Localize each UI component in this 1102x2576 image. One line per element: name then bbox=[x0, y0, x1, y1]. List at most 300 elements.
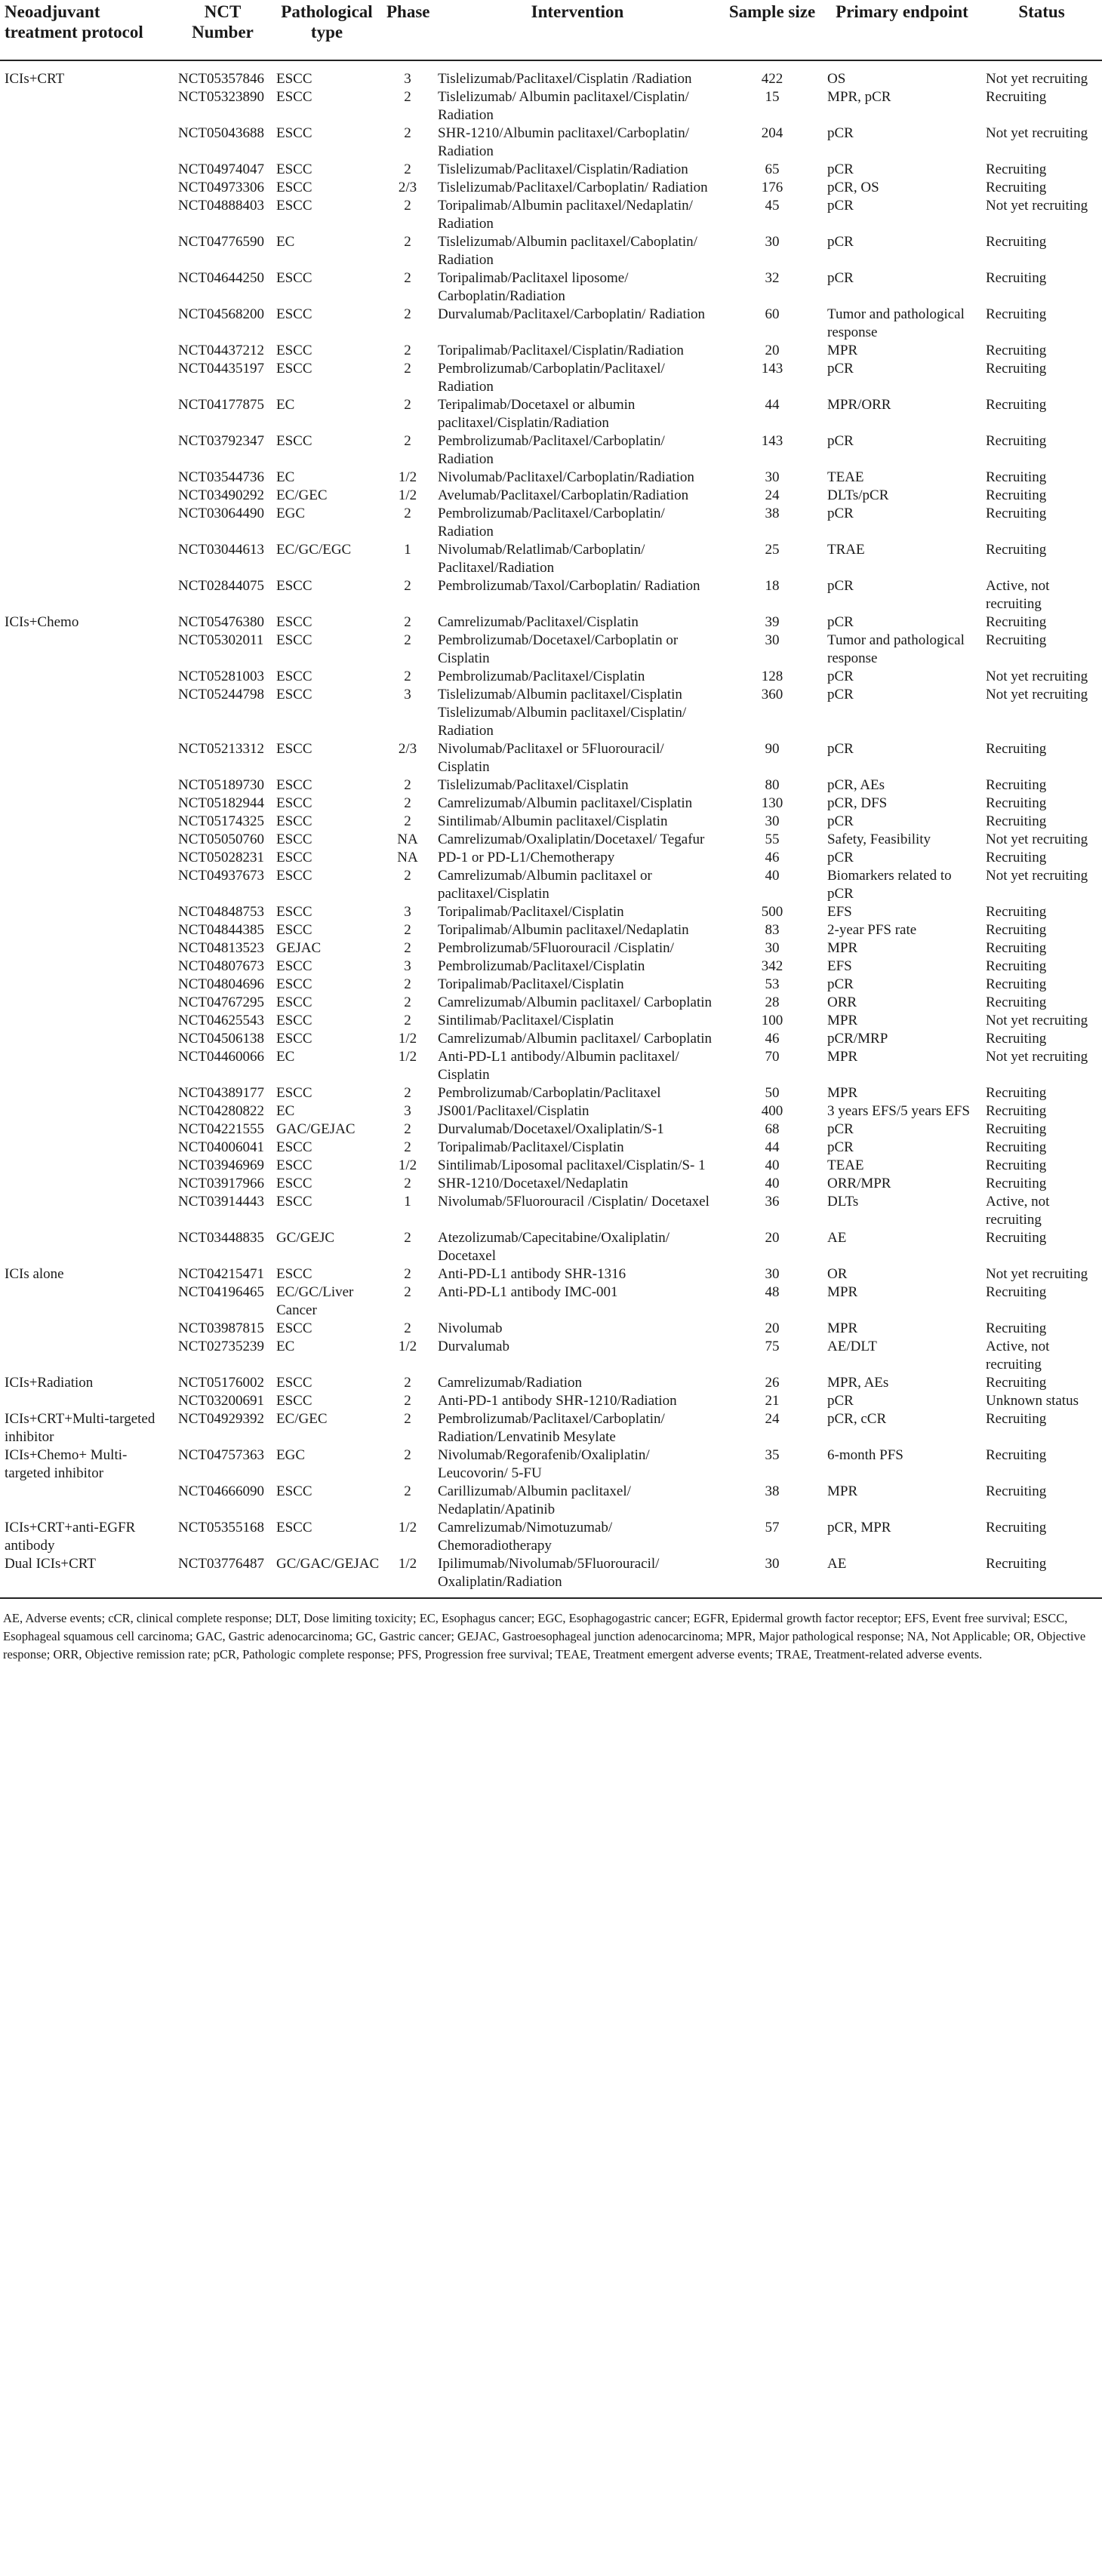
phase-cell: 2 bbox=[404, 922, 411, 938]
intervention-cell: Toripalimab/Albumin paclitaxel/Nedaplatin bbox=[438, 922, 689, 938]
intervention-cell: Camrelizumab/Radiation bbox=[438, 1375, 583, 1391]
intervention-cell: Pembrolizumab/Carboplatin/Paclitaxel/ Radiation bbox=[438, 361, 665, 395]
type-cell: ESCC bbox=[276, 868, 312, 884]
protocol-cell bbox=[0, 1048, 174, 1084]
header-endpoint: Primary endpoint bbox=[823, 0, 981, 60]
type-cell: ESCC bbox=[276, 904, 312, 920]
status-cell: Recruiting bbox=[986, 306, 1047, 322]
intervention-cell: Tislelizumab/Albumin paclitaxel/Cisplatin Tislelizumab/Albumin paclitaxel/Cisplatin/ Radiation bbox=[438, 687, 687, 739]
table-row bbox=[0, 306, 1102, 342]
header-size: Sample size bbox=[722, 0, 823, 60]
protocol-cell: ICIs+Chemo+ Multi-targeted inhibitor bbox=[5, 1447, 128, 1481]
table-row bbox=[0, 1120, 1102, 1139]
endpoint-cell: pCR bbox=[827, 161, 854, 177]
intervention-cell: Nivolumab/5Fluorouracil /Cisplatin/ Docetaxel bbox=[438, 1194, 710, 1210]
protocol-cell bbox=[0, 1320, 174, 1338]
size-cell: 65 bbox=[765, 161, 780, 177]
table-row bbox=[0, 1084, 1102, 1102]
phase-cell: 2 bbox=[404, 940, 411, 956]
type-cell: EC bbox=[276, 469, 295, 485]
protocol-cell bbox=[0, 360, 174, 396]
phase-cell: 2 bbox=[404, 1483, 411, 1499]
table-row bbox=[0, 124, 1102, 161]
table-row bbox=[0, 1157, 1102, 1175]
size-cell: 18 bbox=[765, 578, 780, 594]
nct-cell: NCT04389177 bbox=[178, 1085, 264, 1101]
size-cell: 21 bbox=[765, 1393, 780, 1409]
phase-cell: 2 bbox=[404, 1411, 411, 1427]
protocol-cell bbox=[0, 577, 174, 613]
endpoint-cell: TRAE bbox=[827, 542, 865, 558]
protocol-cell bbox=[0, 958, 174, 976]
phase-cell: 2 bbox=[404, 161, 411, 177]
nct-cell: NCT03792347 bbox=[178, 433, 264, 449]
phase-cell: 2 bbox=[404, 270, 411, 286]
table-row bbox=[0, 432, 1102, 469]
nct-cell: NCT03917966 bbox=[178, 1176, 264, 1191]
type-cell: ESCC bbox=[276, 578, 312, 594]
table-row bbox=[0, 903, 1102, 921]
status-cell: Recruiting bbox=[986, 1483, 1047, 1499]
phase-cell: 2 bbox=[404, 397, 411, 413]
phase-cell: 2 bbox=[404, 669, 411, 684]
size-cell: 48 bbox=[765, 1284, 780, 1300]
status-cell: Recruiting bbox=[986, 614, 1047, 630]
intervention-cell: Anti-PD-L1 antibody/Albumin paclitaxel/ Cisplatin bbox=[438, 1049, 679, 1083]
table-row bbox=[0, 813, 1102, 831]
intervention-cell: Durvalumab/Paclitaxel/Carboplatin/ Radiation bbox=[438, 306, 706, 322]
endpoint-cell: MPR bbox=[827, 1049, 858, 1065]
endpoint-cell: TEAE bbox=[827, 469, 864, 485]
phase-cell: 2 bbox=[404, 234, 411, 250]
endpoint-cell: MPR bbox=[827, 1320, 858, 1336]
phase-cell: 2 bbox=[404, 976, 411, 992]
endpoint-cell: pCR, AEs bbox=[827, 777, 885, 793]
table-row bbox=[0, 88, 1102, 124]
endpoint-cell: pCR bbox=[827, 1393, 854, 1409]
protocol-cell bbox=[0, 776, 174, 795]
type-cell: EGC bbox=[276, 1447, 305, 1463]
intervention-cell: Tislelizumab/Paclitaxel/Carboplatin/ Radiation bbox=[438, 180, 708, 195]
intervention-cell: Carillizumab/Albumin paclitaxel/ Nedaplatin/Apatinib bbox=[438, 1483, 631, 1517]
phase-cell: 2 bbox=[404, 614, 411, 630]
status-cell: Recruiting bbox=[986, 632, 1047, 648]
nct-cell: NCT04215471 bbox=[178, 1266, 264, 1282]
type-cell: EC/GEC bbox=[276, 487, 328, 503]
phase-cell: 2 bbox=[404, 198, 411, 214]
protocol-cell bbox=[0, 161, 174, 179]
phase-cell: 2/3 bbox=[398, 180, 417, 195]
protocol-cell bbox=[0, 740, 174, 776]
status-cell: Not yet recruiting bbox=[986, 125, 1088, 141]
phase-cell: 2 bbox=[404, 1139, 411, 1155]
phase-cell: 2 bbox=[404, 1085, 411, 1101]
phase-cell: 2 bbox=[404, 1375, 411, 1391]
type-cell: ESCC bbox=[276, 777, 312, 793]
size-cell: 83 bbox=[765, 922, 780, 938]
intervention-cell: Pembrolizumab/Paclitaxel/Cisplatin bbox=[438, 669, 645, 684]
status-cell: Active, not recruiting bbox=[986, 578, 1050, 612]
status-cell: Recruiting bbox=[986, 940, 1047, 956]
protocol-cell bbox=[0, 686, 174, 740]
intervention-cell: Nivolumab/Paclitaxel or 5Fluorouracil/ Cisplatin bbox=[438, 741, 664, 775]
protocol-cell bbox=[0, 269, 174, 306]
type-cell: ESCC bbox=[276, 1031, 312, 1047]
protocol-cell bbox=[0, 1157, 174, 1175]
endpoint-cell: OS bbox=[827, 71, 846, 87]
protocol-cell bbox=[0, 976, 174, 994]
phase-cell: 2 bbox=[404, 361, 411, 377]
intervention-cell: Pembrolizumab/Carboplatin/Paclitaxel bbox=[438, 1085, 661, 1101]
type-cell: ESCC bbox=[276, 922, 312, 938]
phase-cell: 1 bbox=[404, 542, 411, 558]
table-row bbox=[0, 396, 1102, 432]
type-cell: ESCC bbox=[276, 1320, 312, 1336]
protocol-cell: ICIs+Radiation bbox=[5, 1375, 94, 1391]
nct-cell: NCT04506138 bbox=[178, 1031, 264, 1047]
type-cell: EC bbox=[276, 1339, 295, 1354]
endpoint-cell: OR bbox=[827, 1266, 848, 1282]
type-cell: ESCC bbox=[276, 1157, 312, 1173]
phase-cell: 2 bbox=[404, 343, 411, 358]
status-cell: Not yet recruiting bbox=[986, 669, 1088, 684]
phase-cell: 1/2 bbox=[398, 1031, 417, 1047]
table-row bbox=[0, 740, 1102, 776]
endpoint-cell: pCR bbox=[827, 614, 854, 630]
status-cell: Recruiting bbox=[986, 922, 1047, 938]
status-cell: Recruiting bbox=[986, 994, 1047, 1010]
table-row bbox=[0, 233, 1102, 269]
endpoint-cell: ORR bbox=[827, 994, 857, 1010]
intervention-cell: Pembrolizumab/Paclitaxel/Cisplatin bbox=[438, 958, 645, 974]
status-cell: Recruiting bbox=[986, 542, 1047, 558]
size-cell: 130 bbox=[761, 795, 783, 811]
protocol-cell bbox=[0, 396, 174, 432]
endpoint-cell: MPR/ORR bbox=[827, 397, 891, 413]
footnote: AE, Adverse events; cCR, clinical complete response; DLT, Dose limiting toxicity; EC, Esophagus cancer; EGC, Esophagogastric cancer; EGFR, Epidermal growth factor receptor; EFS, Event free survival; ESCC, Esophageal squamous cell carcinoma; GAC, Gastric adenocarcinoma; GC, Gastric cancer; GEJAC, Gastroesophageal junction adenocarcinoma; MPR, Major pathological response; NA, Not Applicable; OR, Objective response; ORR, Objective remission rate; pCR, Pathologic complete response; PFS, Progression free survival; TEAE, Treatment emergent adverse events; TRAE, Treatment-related adverse events. bbox=[3, 1611, 1086, 1661]
phase-cell: 2 bbox=[404, 813, 411, 829]
table-row bbox=[0, 1139, 1102, 1157]
protocol-cell bbox=[0, 1120, 174, 1139]
size-cell: 26 bbox=[765, 1375, 780, 1391]
intervention-cell: Camrelizumab/Nimotuzumab/ Chemoradiotherapy bbox=[438, 1520, 613, 1554]
nct-cell: NCT05028231 bbox=[178, 850, 264, 865]
nct-cell: NCT03946969 bbox=[178, 1157, 264, 1173]
table-row bbox=[0, 269, 1102, 306]
size-cell: 38 bbox=[765, 506, 780, 521]
endpoint-cell: pCR bbox=[827, 850, 854, 865]
type-cell: ESCC bbox=[276, 306, 312, 322]
type-cell: EC/GEC bbox=[276, 1411, 328, 1427]
nct-cell: NCT05050760 bbox=[178, 832, 264, 847]
size-cell: 45 bbox=[765, 198, 780, 214]
phase-cell: 2 bbox=[404, 1266, 411, 1282]
nct-cell: NCT04435197 bbox=[178, 361, 264, 377]
intervention-cell: Sintilimab/Albumin paclitaxel/Cisplatin bbox=[438, 813, 668, 829]
protocol-cell bbox=[0, 831, 174, 849]
size-cell: 55 bbox=[765, 832, 780, 847]
endpoint-cell: 2-year PFS rate bbox=[827, 922, 917, 938]
status-cell: Not yet recruiting bbox=[986, 687, 1088, 702]
nct-cell: NCT04280822 bbox=[178, 1103, 264, 1119]
phase-cell: 1/2 bbox=[398, 1520, 417, 1535]
size-cell: 28 bbox=[765, 994, 780, 1010]
size-cell: 53 bbox=[765, 976, 780, 992]
table-row bbox=[0, 505, 1102, 541]
type-cell: ESCC bbox=[276, 1194, 312, 1210]
status-cell: Recruiting bbox=[986, 487, 1047, 503]
type-cell: ESCC bbox=[276, 813, 312, 829]
type-cell: EGC bbox=[276, 506, 305, 521]
nct-cell: NCT03044613 bbox=[178, 542, 264, 558]
size-cell: 128 bbox=[761, 669, 783, 684]
type-cell: ESCC bbox=[276, 795, 312, 811]
header-phase: Phase bbox=[382, 0, 433, 60]
status-cell: Not yet recruiting bbox=[986, 1013, 1088, 1028]
size-cell: 46 bbox=[765, 1031, 780, 1047]
status-cell: Recruiting bbox=[986, 397, 1047, 413]
endpoint-cell: MPR bbox=[827, 1284, 858, 1300]
type-cell: ESCC bbox=[276, 1375, 312, 1391]
status-cell: Recruiting bbox=[986, 958, 1047, 974]
size-cell: 30 bbox=[765, 234, 780, 250]
endpoint-cell: AE/DLT bbox=[827, 1339, 877, 1354]
type-cell: ESCC bbox=[276, 850, 312, 865]
endpoint-cell: AE bbox=[827, 1230, 847, 1246]
endpoint-cell: pCR bbox=[827, 125, 854, 141]
protocol-cell bbox=[0, 1193, 174, 1229]
type-cell: EC bbox=[276, 1049, 295, 1065]
protocol-cell bbox=[0, 124, 174, 161]
status-cell: Recruiting bbox=[986, 1103, 1047, 1119]
protocol-cell bbox=[0, 1283, 174, 1320]
endpoint-cell: MPR bbox=[827, 343, 858, 358]
header-type: Pathological type bbox=[272, 0, 382, 60]
nct-cell: NCT04757363 bbox=[178, 1447, 264, 1463]
status-cell: Recruiting bbox=[986, 904, 1047, 920]
endpoint-cell: pCR bbox=[827, 1139, 854, 1155]
status-cell: Recruiting bbox=[986, 850, 1047, 865]
endpoint-cell: pCR bbox=[827, 741, 854, 757]
type-cell: GEJAC bbox=[276, 940, 322, 956]
size-cell: 50 bbox=[765, 1085, 780, 1101]
protocol-cell bbox=[0, 233, 174, 269]
endpoint-cell: Biomarkers related to pCR bbox=[827, 868, 952, 902]
protocol-cell: ICIs+CRT+anti-EGFR antibody bbox=[5, 1520, 136, 1554]
size-cell: 44 bbox=[765, 1139, 780, 1155]
protocol-cell bbox=[0, 867, 174, 903]
endpoint-cell: Tumor and pathological response bbox=[827, 306, 965, 340]
size-cell: 60 bbox=[765, 306, 780, 322]
type-cell: ESCC bbox=[276, 433, 312, 449]
intervention-cell: Durvalumab/Docetaxel/Oxaliplatin/S-1 bbox=[438, 1121, 664, 1137]
intervention-cell: Camrelizumab/Oxaliplatin/Docetaxel/ Tegafur bbox=[438, 832, 705, 847]
size-cell: 15 bbox=[765, 89, 780, 105]
size-cell: 38 bbox=[765, 1483, 780, 1499]
phase-cell: 1 bbox=[404, 1194, 411, 1210]
protocol-cell bbox=[0, 1229, 174, 1265]
intervention-cell: SHR-1210/Docetaxel/Nedaplatin bbox=[438, 1176, 629, 1191]
table-row bbox=[0, 1229, 1102, 1265]
intervention-cell: Camrelizumab/Albumin paclitaxel/Cisplatin bbox=[438, 795, 693, 811]
nct-cell: NCT03064490 bbox=[178, 506, 264, 521]
size-cell: 40 bbox=[765, 1157, 780, 1173]
nct-cell: NCT02735239 bbox=[178, 1339, 264, 1354]
protocol-cell bbox=[0, 668, 174, 686]
intervention-cell: Camrelizumab/Albumin paclitaxel/ Carboplatin bbox=[438, 1031, 713, 1047]
intervention-cell: Nivolumab bbox=[438, 1320, 503, 1336]
phase-cell: 2 bbox=[404, 1284, 411, 1300]
protocol-cell: ICIs alone bbox=[5, 1266, 64, 1282]
type-cell: ESCC bbox=[276, 1266, 312, 1282]
protocol-cell bbox=[0, 1483, 174, 1519]
phase-cell: 2 bbox=[404, 994, 411, 1010]
status-cell: Recruiting bbox=[986, 1230, 1047, 1246]
endpoint-cell: DLTs/pCR bbox=[827, 487, 889, 503]
intervention-cell: Toripalimab/Paclitaxel/Cisplatin bbox=[438, 1139, 624, 1155]
intervention-cell: Anti-PD-L1 antibody IMC-001 bbox=[438, 1284, 618, 1300]
status-cell: Recruiting bbox=[986, 469, 1047, 485]
size-cell: 143 bbox=[761, 361, 783, 377]
size-cell: 100 bbox=[761, 1013, 783, 1028]
table-row bbox=[0, 831, 1102, 849]
nct-cell: NCT03200691 bbox=[178, 1393, 264, 1409]
table-row bbox=[0, 976, 1102, 994]
intervention-cell: JS001/Paclitaxel/Cisplatin bbox=[438, 1103, 589, 1119]
nct-cell: NCT03490292 bbox=[178, 487, 264, 503]
nct-cell: NCT05302011 bbox=[178, 632, 264, 648]
endpoint-cell: pCR bbox=[827, 669, 854, 684]
header-intervention: Intervention bbox=[433, 0, 722, 60]
nct-cell: NCT05213312 bbox=[178, 741, 264, 757]
status-cell: Recruiting bbox=[986, 795, 1047, 811]
nct-cell: NCT04767295 bbox=[178, 994, 264, 1010]
size-cell: 75 bbox=[765, 1339, 780, 1354]
nct-cell: NCT04973306 bbox=[178, 180, 264, 195]
intervention-cell: Sintilimab/Paclitaxel/Cisplatin bbox=[438, 1013, 614, 1028]
status-cell: Recruiting bbox=[981, 1555, 1102, 1598]
phase-cell: 2 bbox=[404, 632, 411, 648]
nct-cell: NCT03448835 bbox=[178, 1230, 264, 1246]
endpoint-cell: MPR bbox=[827, 1483, 858, 1499]
table-row bbox=[0, 1555, 1102, 1598]
table-row bbox=[0, 60, 1102, 88]
phase-cell: 2 bbox=[404, 868, 411, 884]
size-cell: 80 bbox=[765, 777, 780, 793]
phase-cell: 1/2 bbox=[382, 1555, 433, 1598]
protocol-cell bbox=[0, 1392, 174, 1410]
nct-cell: NCT05281003 bbox=[178, 669, 264, 684]
nct-cell: NCT04776590 bbox=[178, 234, 264, 250]
phase-cell: 3 bbox=[404, 904, 411, 920]
table-row bbox=[0, 994, 1102, 1012]
protocol-cell bbox=[0, 1084, 174, 1102]
type-cell: ESCC bbox=[276, 832, 312, 847]
protocol-cell bbox=[0, 795, 174, 813]
type-cell: ESCC bbox=[276, 343, 312, 358]
phase-cell: 3 bbox=[404, 1103, 411, 1119]
intervention-cell: Nivolumab/Regorafenib/Oxaliplatin/ Leucovorin/ 5-FU bbox=[438, 1447, 650, 1481]
nct-cell: NCT05357846 bbox=[178, 71, 264, 87]
status-cell: Active, not recruiting bbox=[986, 1194, 1050, 1228]
table-row bbox=[0, 1410, 1102, 1446]
size-cell: 30 bbox=[765, 469, 780, 485]
table-row bbox=[0, 360, 1102, 396]
status-cell: Recruiting bbox=[986, 1085, 1047, 1101]
intervention-cell: Camrelizumab/Albumin paclitaxel/ Carboplatin bbox=[438, 994, 713, 1010]
nct-cell: NCT05323890 bbox=[178, 89, 264, 105]
table-row bbox=[0, 1175, 1102, 1193]
table-row bbox=[0, 668, 1102, 686]
size-cell: 90 bbox=[765, 741, 780, 757]
endpoint-cell: EFS bbox=[827, 958, 852, 974]
size-cell: 176 bbox=[761, 180, 783, 195]
size-cell: 30 bbox=[765, 1266, 780, 1282]
type-cell: ESCC bbox=[276, 270, 312, 286]
phase-cell: 2 bbox=[404, 578, 411, 594]
endpoint-cell: pCR, MPR bbox=[827, 1520, 891, 1535]
nct-cell: NCT04937673 bbox=[178, 868, 264, 884]
size-cell: 500 bbox=[761, 904, 783, 920]
phase-cell: 2 bbox=[404, 433, 411, 449]
table-row bbox=[0, 197, 1102, 233]
type-cell: ESCC bbox=[276, 1483, 312, 1499]
type-cell: GC/GAC/GEJAC bbox=[272, 1555, 382, 1598]
status-cell: Recruiting bbox=[986, 161, 1047, 177]
nct-cell: NCT04844385 bbox=[178, 922, 264, 938]
size-cell: 30 bbox=[765, 632, 780, 648]
phase-cell: 2 bbox=[404, 1013, 411, 1028]
status-cell: Recruiting bbox=[986, 270, 1047, 286]
protocol-cell: Dual ICIs+CRT bbox=[0, 1555, 174, 1598]
protocol-cell bbox=[0, 1338, 174, 1374]
header-status: Status bbox=[981, 0, 1102, 60]
phase-cell: 2 bbox=[404, 1176, 411, 1191]
intervention-cell: Anti-PD-1 antibody SHR-1210/Radiation bbox=[438, 1393, 677, 1409]
header-protocol: Neoadjuvant treatment protocol bbox=[0, 0, 174, 60]
size-cell: 35 bbox=[765, 1447, 780, 1463]
protocol-cell bbox=[0, 849, 174, 867]
endpoint-cell: pCR/MRP bbox=[827, 1031, 888, 1047]
type-cell: EC bbox=[276, 234, 295, 250]
phase-cell: 2 bbox=[404, 1320, 411, 1336]
type-cell: EC/GC/Liver Cancer bbox=[276, 1284, 354, 1318]
status-cell: Recruiting bbox=[986, 1121, 1047, 1137]
type-cell: ESCC bbox=[276, 198, 312, 214]
phase-cell: 2 bbox=[404, 506, 411, 521]
phase-cell: 2 bbox=[404, 777, 411, 793]
status-cell: Recruiting bbox=[986, 1284, 1047, 1300]
nct-cell: NCT05182944 bbox=[178, 795, 264, 811]
size-cell: 422 bbox=[761, 71, 783, 87]
intervention-cell: PD-1 or PD-L1/Chemotherapy bbox=[438, 850, 615, 865]
protocol-cell bbox=[0, 1175, 174, 1193]
table-row bbox=[0, 1012, 1102, 1030]
protocol-cell bbox=[0, 921, 174, 939]
table-row bbox=[0, 958, 1102, 976]
status-cell: Recruiting bbox=[986, 1320, 1047, 1336]
endpoint-cell: pCR bbox=[827, 270, 854, 286]
intervention-cell: Ipilimumab/Nivolumab/5Fluorouracil/ Oxaliplatin/Radiation bbox=[433, 1555, 722, 1598]
endpoint-cell: pCR bbox=[827, 578, 854, 594]
type-cell: ESCC bbox=[276, 180, 312, 195]
type-cell: ESCC bbox=[276, 994, 312, 1010]
nct-cell: NCT05244798 bbox=[178, 687, 264, 702]
phase-cell: 1/2 bbox=[398, 1339, 417, 1354]
size-cell: 46 bbox=[765, 850, 780, 865]
intervention-cell: Pembrolizumab/5Fluorouracil /Cisplatin/ bbox=[438, 940, 674, 956]
table-row bbox=[0, 867, 1102, 903]
